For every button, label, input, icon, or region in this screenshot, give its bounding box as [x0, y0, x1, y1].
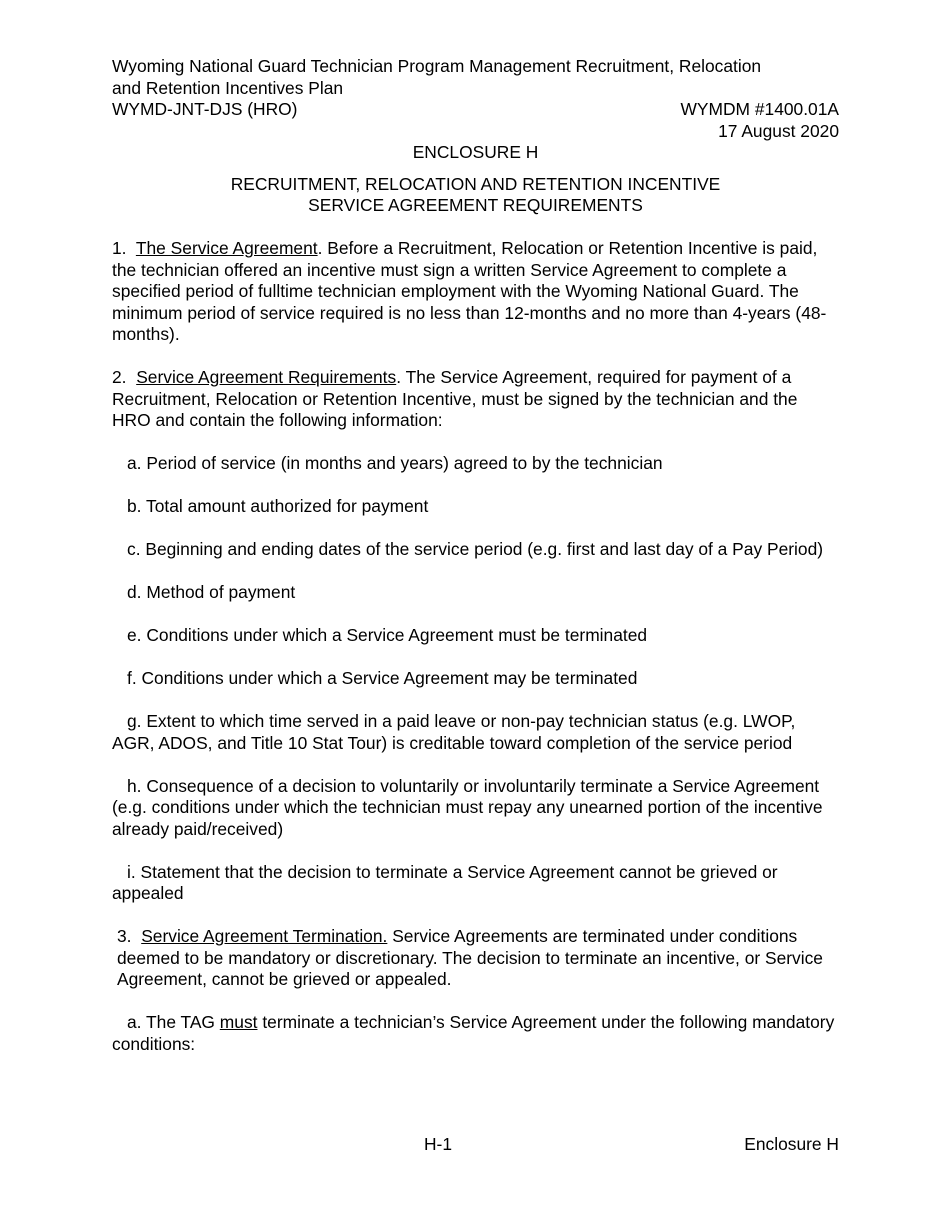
item-a-prefix: a. The TAG: [127, 1012, 220, 1032]
heading-line-1: RECRUITMENT, RELOCATION AND RETENTION INCENTIVE: [230, 173, 721, 194]
paragraph-2: [112, 367, 839, 432]
paragraph-1-text: . Before a Recruitment, Relocation or Retention Incentive is paid, the technician offered an incentive must sign a written Service Agreement to complete a specified period of fulltime technician employment with the Wyoming National Guard. The minimum period of service required is no less than 12-months and no more than 4-years (48-months).: [112, 238, 827, 344]
paragraph-1-title: The Service Agreement: [135, 238, 318, 258]
list-item: b. Total amount authorized for payment: [127, 496, 429, 516]
paragraph-2-number: 2.: [112, 367, 127, 387]
item-a-emphasis: must: [219, 1012, 258, 1032]
title-line-1: Wyoming National Guard Technician Program Management Recruitment, Relocation: [112, 56, 762, 76]
page-number: H-1: [424, 1134, 453, 1154]
header-meta-row: [112, 99, 839, 121]
enclosure-label: ENCLOSURE H: [412, 142, 539, 162]
list-item: c. Beginning and ending dates of the service period (e.g. first and last day of a Pay Period): [127, 539, 824, 559]
paragraph-3-number: 3.: [117, 926, 132, 946]
paragraph-3-item-a: [112, 1012, 839, 1055]
item-a-suffix: terminate a technician’s Service Agreement under the following mandatory conditions:: [112, 1012, 835, 1054]
paragraph-3-title: Service Agreement Termination.: [141, 926, 388, 946]
paragraph-1-number: 1.: [112, 238, 127, 258]
footer-enclosure: Enclosure H: [744, 1134, 839, 1154]
list-item: i. Statement that the decision to terminate a Service Agreement cannot be grieved or appealed: [112, 861, 778, 903]
list-item: h. Consequence of a decision to voluntarily or involuntarily terminate a Service Agreement (e.g. conditions under which the technician must repay any unearned portion of the incentive already paid/received): [112, 775, 823, 839]
paragraph-3-text: Service Agreements are terminated under conditions deemed to be mandatory or discretionary. The decision to terminate an incentive, or Service Agreement, cannot be grieved or appealed.: [117, 926, 823, 989]
list-item: e. Conditions under which a Service Agreement must be terminated: [127, 625, 648, 645]
title-line-2: and Retention Incentives Plan: [112, 77, 344, 98]
paragraph-2-text: . The Service Agreement, required for payment of a Recruitment, Relocation or Retention Incentive, must be signed by the technician and the HRO and contain the following information:: [112, 367, 798, 430]
list-item: d. Method of payment: [127, 582, 296, 602]
paragraph-3: [112, 926, 839, 991]
document-date: 17 August 2020: [718, 120, 839, 141]
list-item: f. Conditions under which a Service Agreement may be terminated: [127, 668, 638, 688]
document-title: [112, 56, 839, 99]
list-item: a. Period of service (in months and years) agreed to by the technician: [127, 453, 663, 473]
paragraph-2-title: Service Agreement Requirements: [136, 367, 397, 387]
paragraph-1: [112, 238, 839, 346]
document-number: WYMDM #1400.01A: [680, 99, 839, 119]
page-footer: [112, 1134, 839, 1156]
section-heading: [112, 174, 839, 217]
heading-line-2: SERVICE AGREEMENT REQUIREMENTS: [308, 195, 643, 215]
document-page: [112, 56, 839, 1055]
office-symbol: WYMD-JNT-DJS (HRO): [112, 99, 298, 119]
list-item: g. Extent to which time served in a paid leave or non-pay technician status (e.g. LWOP, AGR, ADOS, and Title 10 Stat Tour) is creditable toward completion of the service period: [112, 711, 796, 753]
